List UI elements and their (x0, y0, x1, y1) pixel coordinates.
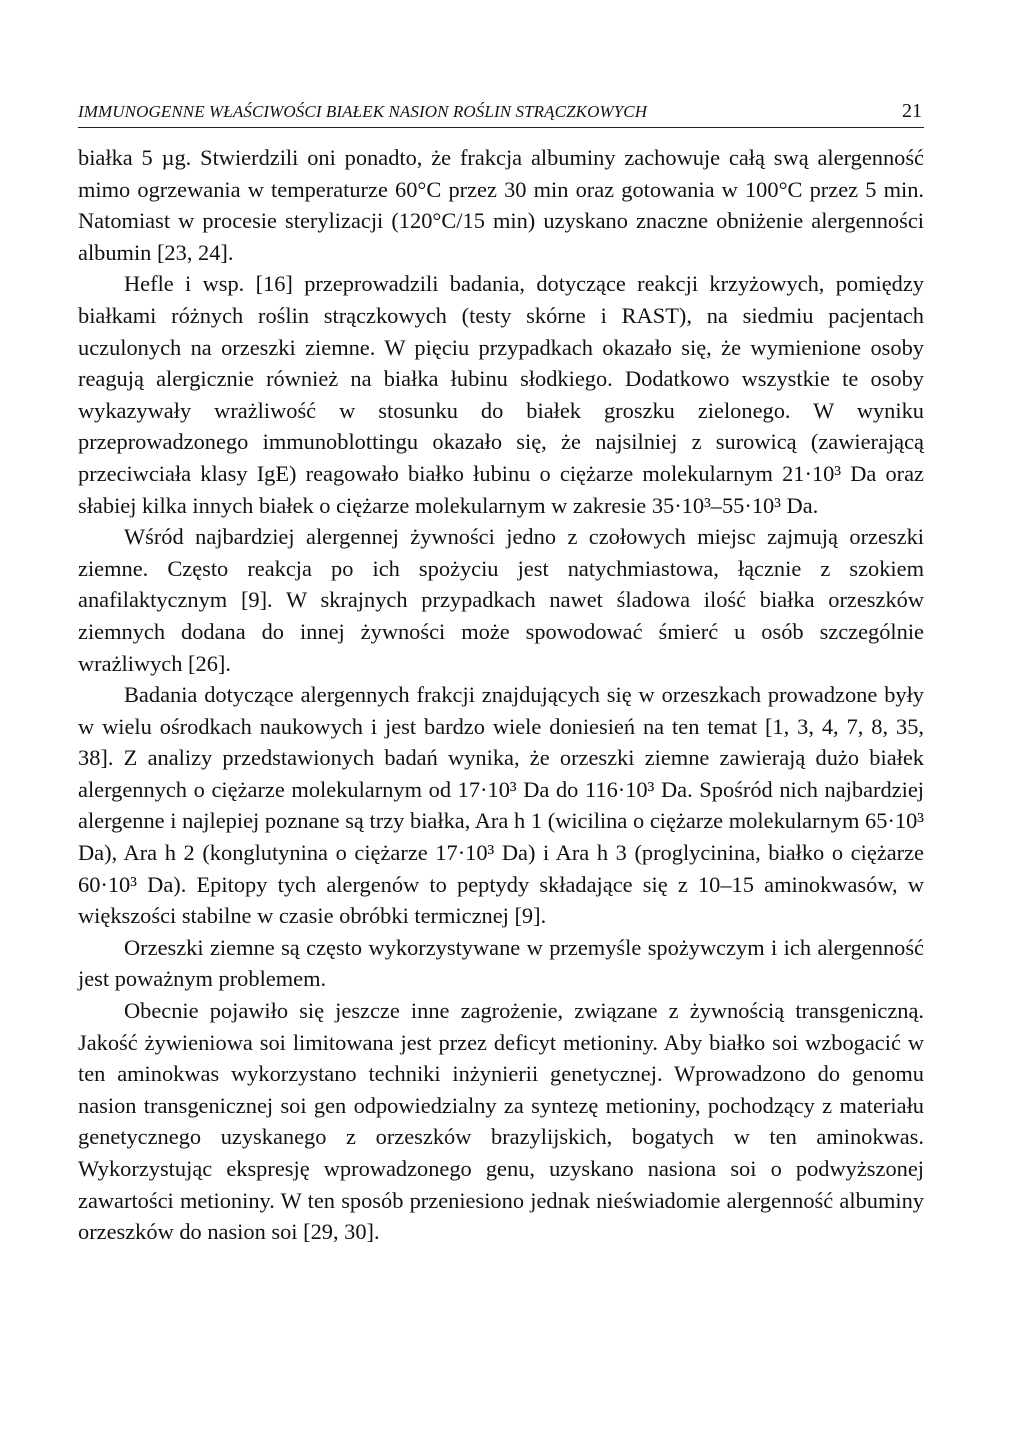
document-page (78, 100, 924, 1248)
paragraph-hefle-study: Hefle i wsp. [16] przeprowadzili badania, dotyczące reakcji krzyżowych, pomiędzy białkami różnych roślin strączkowych (testy skórne i RAST), na siedmiu pacjentach uczulonych na orzeszki ziemne. W pięciu przypadkach okazało się, że wymienione osoby reagują alergicznie również na białka łubinu słodkiego. Dodatkowo wszystkie te osoby wykazywały wrażliwość w stosunku do białek groszku zielonego. W wyniku przeprowadzonego immunoblottingu okazało się, że najsilniej z surowicą (zawierającą przeciwciała klasy IgE) reagowało białko łubinu o ciężarze molekularnym 21·10³ Da oraz słabiej kilka innych białek o ciężarze molekularnym w zakresie 35·10³–55·10³ Da. (78, 271, 924, 518)
page-number: 21 (902, 100, 922, 122)
paragraph-transgenic-soy: Obecnie pojawiło się jeszcze inne zagrożenie, związane z żywnością transgeniczną. Jakość żywieniowa soi limitowana jest przez deficyt metioniny. Aby białko soi wzbogacić w ten aminokwas wykorzystano techniki inżynierii genetycznej. Wprowadzono do genomu nasion transgenicznej soi gen odpowiedzialny za syntezę metioniny, pochodzący z materiału genetycznego uzyskanego z orzeszków brazylijskich, bogatych w ten aminokwas. Wykorzystując ekspresję wprowadzonego genu, uzyskano nasiona soi o podwyższonej zawartości metioniny. W ten sposób przeniesiono jednak nieświadomie alergenność albuminy orzeszków do nasion soi [29, 30]. (78, 998, 924, 1245)
body-text (78, 142, 924, 1248)
paragraph-allergen-fractions: Badania dotyczące alergennych frakcji znajdujących się w orzeszkach prowadzone były w wielu ośrodkach naukowych i jest bardzo wiele doniesień na ten temat [1, 3, 4, 7, 8, 35, 38]. Z analizy przedstawionych badań wynika, że orzeszki ziemne zawierają dużo białek alergennych o ciężarze molekularnym od 17·10³ Da do 116·10³ Da. Spośród nich najbardziej alergenne i najlepiej poznane są trzy białka, Ara h 1 (wicilina o ciężarze molekularnym 65·10³ Da), Ara h 2 (konglutynina o ciężarze 17·10³ Da) i Ara h 3 (proglycinina, białko o ciężarze 60·10³ Da). Epitopy tych alergenów to peptydy składające się z 10–15 aminokwasów, w większości stabilne w czasie obróbki termicznej [9]. (78, 682, 924, 929)
running-title: IMMUNOGENNE WŁAŚCIWOŚCI BIAŁEK NASION ROŚLIN STRĄCZKOWYCH (78, 102, 648, 121)
running-header (78, 100, 924, 128)
paragraph-peanut-allergy: Wśród najbardziej alergennej żywności jedno z czołowych miejsc zajmują orzeszki ziemne. Często reakcja po ich spożyciu jest natychmiastowa, łącznie z szokiem anafilaktycznym [9]. W skrajnych przypadkach nawet śladowa ilość białka orzeszków ziemnych dodana do innej żywności może spowodować śmierć u osób szczególnie wrażliwych [26]. (78, 524, 924, 676)
paragraph-continuation: białka 5 µg. Stwierdzili oni ponadto, że frakcja albuminy zachowuje całą swą alergenność mimo ogrzewania w temperaturze 60°C przez 30 min oraz gotowania w 100°C przez 5 min. Natomiast w procesie sterylizacji (120°C/15 min) uzyskano znaczne obniżenie alergenności albumin [23, 24]. (78, 145, 924, 265)
paragraph-food-industry: Orzeszki ziemne są często wykorzystywane w przemyśle spożywczym i ich alergenność jest poważnym problemem. (78, 934, 924, 992)
